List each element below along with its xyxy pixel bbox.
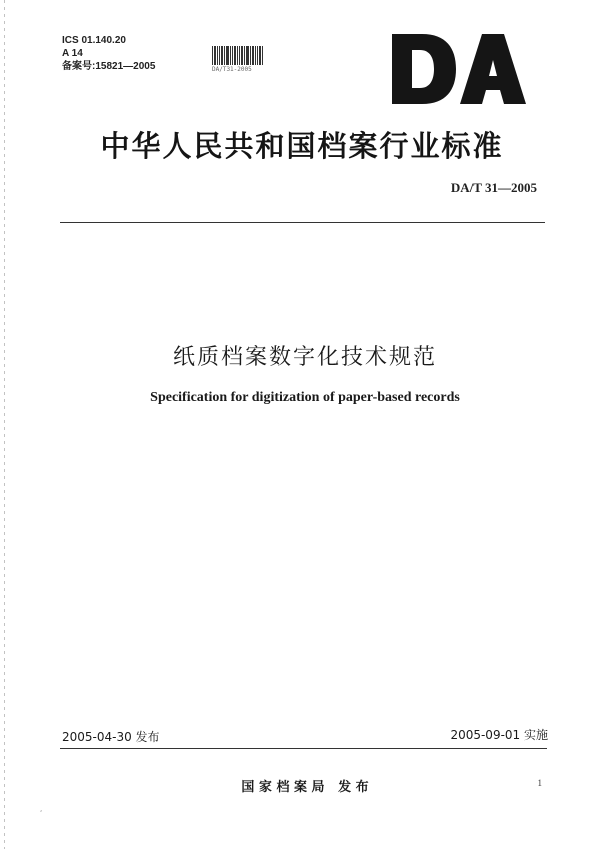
barcode-icon [212, 46, 264, 65]
page-number: 1 [537, 778, 542, 788]
issue-date: 2005-04-30 发布 [62, 730, 160, 744]
effective-date: 2005-09-01 实施 [450, 728, 548, 742]
barcode-caption: DA/T31-2005 [212, 66, 252, 73]
barcode [212, 46, 264, 76]
main-title: 中华人民共和国档案行业标准 [100, 129, 504, 163]
footer-divider [60, 748, 547, 749]
standard-number: DA/T 31—2005 [450, 180, 537, 195]
publisher: 国 家 档 案 局 发 布 [241, 780, 369, 795]
da-logo [388, 30, 530, 108]
filing-number: 备案号:15821—2005 [62, 61, 156, 72]
scan-mark: , [40, 805, 43, 813]
ics-code: ICS 01.140.20 [62, 35, 126, 46]
classification-code: A 14 [62, 48, 83, 59]
document-title-chinese: 纸质档案数字化技术规范 [172, 345, 437, 370]
document-title-english: Specification for digitization of paper-based records [150, 390, 460, 405]
header-metadata [62, 34, 155, 73]
header-divider [60, 222, 545, 223]
